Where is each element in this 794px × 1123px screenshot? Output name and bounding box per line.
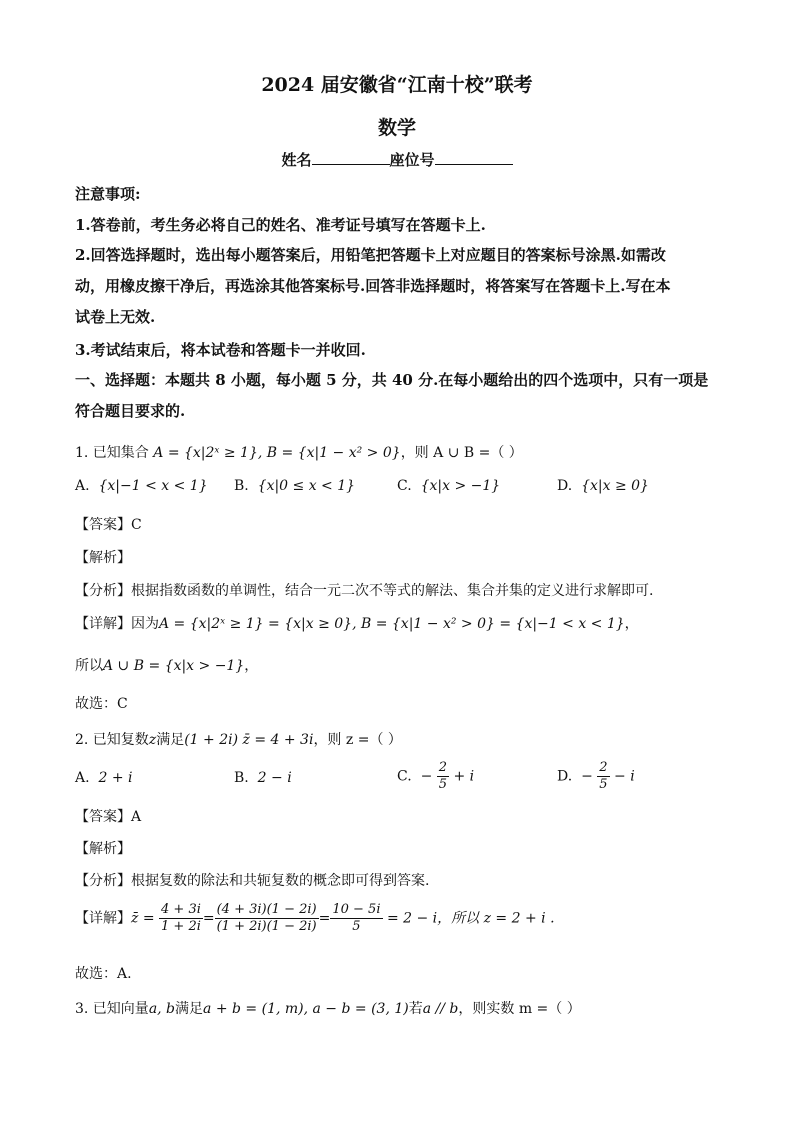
fraction-numerator: 10 − 5i: [332, 902, 381, 917]
option-label: A.: [75, 770, 90, 786]
option-math: {x|x > −1}: [420, 478, 501, 494]
q2-stem-text: 2. 已知复数: [75, 732, 149, 748]
fraction-numerator: 2: [599, 760, 608, 775]
q2-stem: [75, 729, 402, 749]
option-math: {x|0 ≤ x < 1}: [257, 478, 356, 494]
q1-stem: [75, 442, 523, 462]
q3-stem-post: ，则实数 m =（ ）: [458, 1001, 581, 1017]
equals-sign: =: [318, 910, 331, 927]
section-heading-line-2: 符合题目要求的.: [75, 402, 186, 420]
fraction-denominator: 5: [599, 777, 608, 792]
q1-so-text: 所以: [75, 658, 103, 674]
option-math: 2 − i: [257, 770, 292, 786]
q2-detail: [75, 902, 555, 935]
q3-stem-if: 若: [408, 1001, 423, 1017]
name-label: 姓名: [281, 151, 312, 169]
q2-stem-math: (1 + 2i) z̄ = 4 + 3i: [184, 732, 314, 748]
q2-option-c: [397, 760, 474, 793]
option-label: B.: [234, 770, 249, 786]
q1-detail-post: ，: [624, 616, 639, 632]
option-label: C.: [397, 478, 412, 494]
fraction-numerator: 2: [438, 760, 448, 775]
q2-option-b: [234, 770, 292, 786]
option-math: 2 + i: [98, 770, 133, 786]
notice-item-2-line-3: 试卷上无效.: [75, 308, 156, 326]
q2-stem-post: ，则 z =（ ）: [313, 732, 402, 748]
q1-option-a: [75, 478, 208, 494]
option-math: {x|−1 < x < 1}: [98, 478, 208, 494]
q1-stem-text: 1. 已知集合: [75, 445, 149, 461]
q1-detail-text: 【详解】因为: [75, 616, 159, 632]
q2-detail-zbar: z̄ =: [131, 910, 155, 927]
q3-stem-text: 3. 已知向量: [75, 1001, 149, 1017]
option-tail: + i: [453, 768, 475, 785]
notice-item-1: 1.答卷前，考生务必将自己的姓名、准考证号填写在答题卡上.: [75, 216, 486, 234]
q1-so: [75, 655, 258, 675]
option-tail: − i: [614, 768, 635, 785]
q1-detail: [75, 613, 639, 633]
q1-fenxi: 【分析】根据指数函数的单调性，结合一元二次不等式的解法、集合并集的定义进行求解即可.: [75, 583, 654, 599]
q2-choose: 故选：A.: [75, 966, 132, 982]
q1-option-d: [557, 478, 649, 494]
candidate-info: [0, 149, 794, 170]
section-heading-line-1: 一、选择题：本题共 8 小题，每小题 5 分，共 40 分.在每小题给出的四个选项中，只有一项是: [75, 371, 709, 389]
q1-so-post: ，: [244, 658, 259, 674]
option-label: A.: [75, 478, 90, 494]
seat-blank: [435, 150, 513, 165]
q1-stem-post: ，则 A ∪ B =（ ）: [400, 445, 523, 461]
fraction-numerator: (4 + 3i)(1 − 2i): [216, 902, 317, 917]
fraction-denominator: (1 + 2i)(1 − 2i): [216, 919, 317, 934]
fraction-denominator: 1 + 2i: [161, 919, 201, 934]
fraction: [330, 902, 382, 935]
q1-answer: 【答案】C: [75, 517, 142, 533]
notice-item-2-line-1: 2.回答选择题时，选出每小题答案后，用铅笔把答题卡上对应题目的答案标号涂黑.如需改: [75, 246, 666, 264]
option-label: D.: [557, 478, 573, 494]
q2-detail-tail: = 2 − i，所以 z = 2 + i .: [386, 910, 555, 927]
q1-option-b: [234, 478, 355, 494]
notice-item-2-line-2: 动，用橡皮擦干净后，再选涂其他答案标号.回答非选择题时，将答案写在答题卡上.写在本: [75, 277, 671, 295]
fraction-numerator: 4 + 3i: [161, 902, 201, 917]
q2-stem-var: z: [148, 732, 157, 748]
option-label: D.: [557, 768, 573, 785]
q3-stem-mid: 满足: [175, 1001, 204, 1017]
q3-stem: [75, 998, 581, 1018]
fraction-denominator: 5: [352, 919, 361, 934]
exam-title: 2024 届安徽省“江南十校”联考: [261, 74, 533, 96]
q1-stem-math: A = {x|2ˣ ≥ 1}, B = {x|1 − x² > 0}: [153, 445, 401, 461]
equals-sign: =: [202, 910, 215, 927]
q1-choose: 故选：C: [75, 696, 128, 712]
q1-option-c: [397, 478, 500, 494]
q2-detail-tag: 【详解】: [75, 910, 131, 927]
exam-subject: 数学: [377, 117, 416, 139]
fraction: [215, 902, 319, 935]
q2-option-a: [75, 770, 132, 786]
q1-detail-math: A = {x|2ˣ ≥ 1} = {x|x ≥ 0}, B = {x|1 − x² > 0} = {x|−1 < x < 1}: [159, 616, 625, 632]
q1-so-math: A ∪ B = {x|x > −1}: [103, 658, 245, 674]
fraction-denominator: 5: [438, 777, 448, 792]
seat-label: 座位号: [389, 151, 435, 169]
option-sign: −: [420, 768, 433, 785]
option-label: C.: [397, 768, 412, 785]
option-label: B.: [234, 478, 249, 494]
q3-stem-math-3: a // b: [422, 1001, 459, 1017]
q3-stem-math-1: a, b: [148, 1001, 176, 1017]
option-sign: −: [581, 768, 593, 785]
q2-fenxi: 【分析】根据复数的除法和共轭复数的概念即可得到答案.: [75, 873, 430, 889]
fraction: [437, 760, 449, 793]
name-blank: [312, 150, 390, 165]
q2-answer: 【答案】A: [75, 809, 142, 825]
q1-analysis-tag: 【解析】: [75, 550, 131, 566]
option-math: {x|x ≥ 0}: [581, 478, 649, 494]
q2-option-d: [557, 760, 635, 793]
fraction: [597, 760, 609, 793]
q2-analysis-tag: 【解析】: [75, 841, 131, 857]
q2-stem-mid: 满足: [156, 732, 185, 748]
fraction: [159, 902, 203, 935]
q3-stem-math-2: a + b = (1, m), a − b = (3, 1): [203, 1001, 409, 1017]
notice-heading: 注意事项:: [75, 185, 141, 203]
notice-item-3: 3.考试结束后，将本试卷和答题卡一并收回.: [75, 341, 366, 359]
